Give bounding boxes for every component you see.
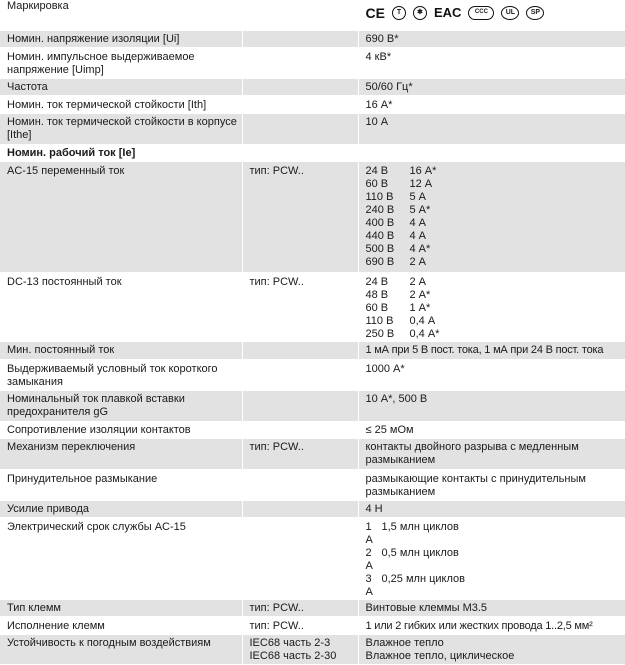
row-terminal-design: Исполнение клемм тип: PCW.. 1 или 2 гибких или жестких провода 1..2,5 мм² — [0, 616, 625, 634]
row-thermal-current: Номин. ток термической стойкости [Ith] 16 А* — [0, 95, 625, 113]
ul-listed-icon: UL — [501, 6, 519, 20]
row-actuating-force: Усилие привода 4 Н — [0, 500, 625, 517]
row-min-dc-current: Мин. постоянный ток 1 мА при 5 В пост. тока, 1 мА при 24 В пост. тока — [0, 341, 625, 359]
csa-mark-icon: SP — [526, 6, 544, 20]
ccc-mark-icon: CCC — [468, 6, 494, 20]
row-impulse-voltage: Номин. импульсное выдерживаемое напряжение [Uimp] 4 кВ* — [0, 47, 625, 78]
row-enclosed-thermal-current: Номин. ток термической стойкости в корпусе [Ithe] 10 А — [0, 113, 625, 144]
row-marking — [0, 0, 625, 30]
tuv-icon: T — [392, 6, 406, 20]
eac-mark-icon: EAC — [433, 5, 462, 20]
dc13-values: 24 В 2 А 48 В 2 А* 60 В 1 А* 110 В 0,4 А 250 В 0,4 А* — [358, 272, 625, 341]
row-terminal-type: Тип клемм тип: PCW.. Винтовые клеммы М3.5 — [0, 599, 625, 616]
row-ac15: AC-15 переменный ток тип: PCW.. 24 В 16 А* 60 В 12 А 110 В 5 А 240 В 5 А* 400 В 4 А 440 В 4 А 500 В 4 А* 690 В 2 А — [0, 161, 625, 272]
row-rated-operating-current: Номин. рабочий ток [Ie] — [0, 144, 625, 161]
row-fuse-current: Номинальный ток плавкой вставки предохранителя gG 10 А*, 500 В — [0, 390, 625, 421]
row-positive-opening: Принудительное размыкание размыкающие контакты с принудительным размыканием — [0, 469, 625, 500]
row-dc13: DC-13 постоянный ток тип: PCW.. 24 В 2 А 48 В 2 А* 60 В 1 А* 110 В 0,4 А 250 В 0,4 А* — [0, 272, 625, 341]
row-rated-insulation-voltage: Номин. напряжение изоляции [Ui] 690 В* — [0, 30, 625, 47]
electrical-life-values: 1 А 1,5 млн циклов 2 А 0,5 млн циклов 3 А 0,25 млн циклов — [358, 517, 625, 599]
certification-marks — [358, 0, 625, 30]
ce-mark-icon: CE — [365, 5, 385, 21]
row-climate-resistance: Устойчивость к погодным воздействиям IEC68 часть 2-3 IEC68 часть 2-30 Влажное тепло Влажное тепло, циклическое — [0, 634, 625, 664]
approval-icon: ✱ — [413, 6, 427, 20]
row-electrical-life: Электрический срок службы AC-15 1 А 1,5 млн циклов 2 А 0,5 млн циклов 3 А 0,25 млн циклов — [0, 517, 625, 599]
row-short-circuit-current: Выдерживаемый условный ток короткого замыкания 1000 А* — [0, 359, 625, 390]
row-label: Маркировка — [0, 0, 242, 30]
row-contact-resistance: Сопротивление изоляции контактов ≤ 25 мОм — [0, 421, 625, 438]
ac15-values: 24 В 16 А* 60 В 12 А 110 В 5 А 240 В 5 А* 400 В 4 А 440 В 4 А 500 В 4 А* 690 В 2 А — [358, 161, 625, 272]
row-frequency: Частота 50/60 Гц* — [0, 78, 625, 95]
row-switching-mechanism: Механизм переключения тип: PCW.. контакты двойного разрыва с медленным размыканием — [0, 438, 625, 469]
